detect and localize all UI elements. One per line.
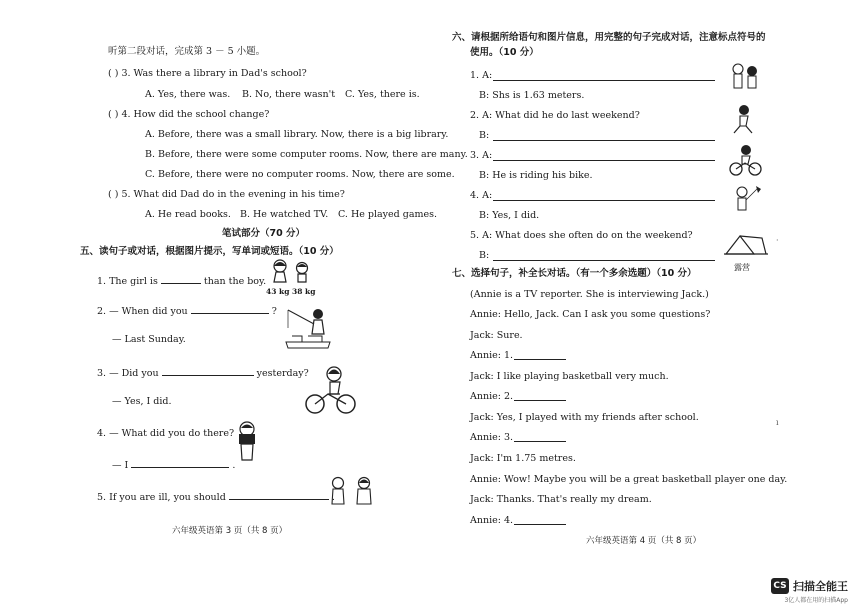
right-footer: 六年级英语第 4 页（共 8 页） <box>586 536 702 546</box>
watermark-sub: 3亿人都在用的扫描App <box>784 597 848 604</box>
s7-line-9: Annie: Wow! Maybe you will be a great basketball player one day. <box>470 474 788 485</box>
climbing-picture <box>730 104 758 134</box>
section-7-title: 七、选择句子，补全长对话。（有一个多余选题）（10 分） <box>452 268 697 279</box>
scanner-watermark <box>771 578 848 594</box>
written-part-title: 笔试部分（70 分） <box>222 228 306 239</box>
s6-q3-a-blank[interactable] <box>493 160 715 161</box>
s6-q3-b: B: He is riding his bike. <box>479 170 593 181</box>
s5-q2-pre: 2. — When did you <box>97 306 188 317</box>
left-footer: 六年级英语第 3 页（共 8 页） <box>172 526 288 536</box>
height-kids-picture <box>728 62 762 90</box>
doctor-patient-picture <box>324 476 378 506</box>
s7-blank-3[interactable] <box>514 441 566 442</box>
girl-weight: 43 kg <box>266 287 290 296</box>
s7-line-10: Jack: Thanks. That's really my dream. <box>470 494 652 505</box>
q3-option-c: C. Yes, there is. <box>345 89 420 100</box>
s7-line-0: (Annie is a TV reporter. She is interviewing Jack.) <box>470 289 709 300</box>
s5-q3 <box>97 366 309 380</box>
s6-q5-b-blank[interactable] <box>493 260 715 261</box>
s5-q2 <box>97 304 277 318</box>
s7-line-7: Annie: 3. <box>470 432 514 443</box>
s5-q3-reply: — Yes, I did. <box>112 396 172 407</box>
s5-q1-post: than the boy. <box>203 276 267 287</box>
scan-mark: · <box>776 236 779 245</box>
s7-blank-4[interactable] <box>514 524 566 525</box>
s5-q1 <box>97 274 266 288</box>
q4-option-b: B. Before, there were some computer rooms. Now, there are many. <box>145 149 468 160</box>
s7-line-6: Jack: Yes, I played with my friends after school. <box>470 412 699 423</box>
question-3: ( ) 3. Was there a library in Dad's school? <box>108 68 307 79</box>
s6-q4-a-blank[interactable] <box>493 200 715 201</box>
s7-line-2: Jack: Sure. <box>470 330 523 341</box>
s5-q1-pre: 1. The girl is <box>97 276 158 287</box>
s7-line-5: Annie: 2. <box>470 391 514 402</box>
q5-option-c: C. He played games. <box>338 209 438 220</box>
s6-q2-b: B: <box>479 130 490 141</box>
cyclist-picture <box>302 364 358 416</box>
q3-option-a: A. Yes, there was. <box>145 89 231 100</box>
s7-line-11: Annie: 4. <box>470 515 514 526</box>
camping-picture <box>722 230 768 258</box>
q4-option-c: C. Before, there were no computer rooms. Now, there are some. <box>145 169 455 180</box>
section-6-title-line2: 使用。（10 分） <box>470 47 539 58</box>
q4-option-a: A. Before, there was a small library. Now, there is a big library. <box>145 129 449 140</box>
section-6-title-line1: 六、请根据所给语句和图片信息，用完整的句子完成对话，注意标点符号的 <box>452 32 766 43</box>
s6-q4-b: B: Yes, I did. <box>479 210 540 221</box>
right-page <box>430 0 860 608</box>
s5-q5-pre: 5. If you are ill, you should <box>97 492 226 503</box>
fishing-picture <box>282 306 334 350</box>
s6-q2-a: 2. A: What did he do last weekend? <box>470 110 640 121</box>
s5-q4-post: . <box>232 460 236 471</box>
camera-kid-picture <box>232 420 262 466</box>
s5-q4-blank[interactable] <box>131 458 229 468</box>
s6-q4-a: 4. A: <box>470 190 493 201</box>
s6-q1-a: 1. A: <box>470 70 493 81</box>
s5-q1-blank[interactable] <box>161 274 201 284</box>
s7-line-4: Jack: I like playing basketball very much. <box>470 371 669 382</box>
scan-mark: ı <box>776 418 779 427</box>
s7-line-3: Annie: 1. <box>470 350 514 361</box>
s6-q3-a: 3. A: <box>470 150 493 161</box>
question-5: ( ) 5. What did Dad do in the evening in his time? <box>108 189 345 200</box>
bike-picture <box>728 144 762 176</box>
boy-weight: 38 kg <box>292 287 316 296</box>
s6-q1-a-blank[interactable] <box>493 80 715 81</box>
s5-q2-reply: — Last Sunday. <box>112 334 186 345</box>
s5-q5-blank[interactable] <box>229 490 329 500</box>
s5-q4-pre: — I <box>112 460 129 471</box>
s6-q5-a: 5. A: What does she often do on the weekend? <box>470 230 693 241</box>
s5-q5-post: . <box>331 492 335 503</box>
s5-q2-post: ? <box>271 306 277 317</box>
q3-option-b: B. No, there wasn't <box>242 89 336 100</box>
s5-q3-pre: 3. — Did you <box>97 368 159 379</box>
s7-blank-1[interactable] <box>514 359 566 360</box>
watermark-name: 扫描全能王 <box>793 580 848 593</box>
q5-option-b: B. He watched TV. <box>240 209 329 220</box>
s6-q1-b: B: Shs is 1.63 meters. <box>479 90 585 101</box>
s5-q5 <box>97 490 335 504</box>
q5-option-a: A. He read books. <box>145 209 231 220</box>
s7-line-8: Jack: I'm 1.75 metres. <box>470 453 576 464</box>
s5-q3-blank[interactable] <box>162 366 254 376</box>
s5-q3-post: yesterday? <box>256 368 309 379</box>
camping-caption: 露营 <box>734 263 750 272</box>
question-4: ( ) 4. How did the school change? <box>108 109 270 120</box>
kite-kid-picture <box>730 184 764 216</box>
s5-q4 <box>112 458 235 472</box>
s5-q2-blank[interactable] <box>191 304 269 314</box>
cs-logo-icon: CS <box>771 578 789 594</box>
section-5-title: 五、读句子或对话，根据图片提示，写单词或短语。（10 分） <box>80 246 339 257</box>
listening-intro: 听第二段对话，完成第 3 － 5 小题。 <box>108 46 266 57</box>
girl-boy-picture <box>268 258 316 284</box>
s7-blank-2[interactable] <box>514 400 566 401</box>
s6-q5-b: B: <box>479 250 490 261</box>
s6-q2-b-blank[interactable] <box>493 140 715 141</box>
s7-line-1: Annie: Hello, Jack. Can I ask you some questions? <box>470 309 711 320</box>
s5-q4-question: 4. — What did you do there? <box>97 428 235 439</box>
